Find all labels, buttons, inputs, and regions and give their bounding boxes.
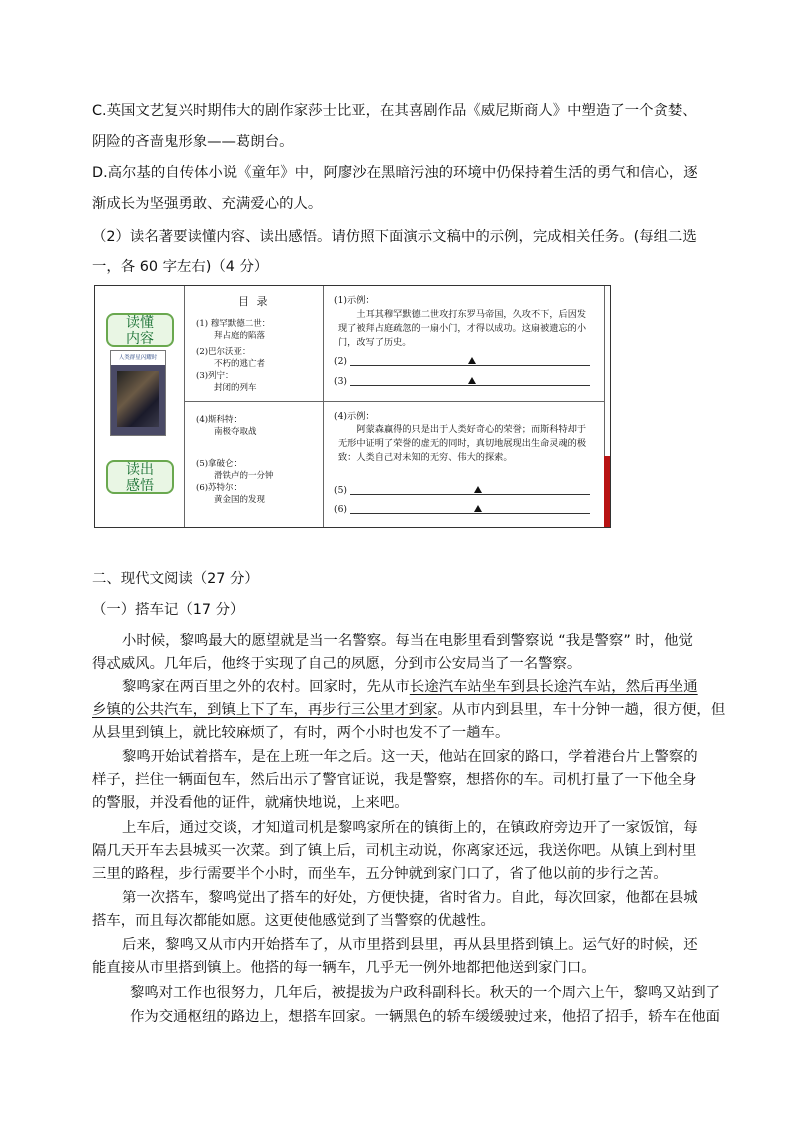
book-cover-photo	[117, 371, 159, 427]
article-line	[122, 677, 698, 697]
blank-label-3: (3)	[334, 376, 348, 387]
toc-title: 目 录	[238, 295, 270, 308]
pill-bottom-line1: 读出	[126, 462, 154, 478]
option-d-line2: 渐成长为坚强勇敢、充满爱心的人。	[92, 196, 323, 212]
example-bottom-text: 阿蒙森赢得的只是出于人类好奇心的荣誉；而斯科特却于无形中证明了荣誉的虚无的同时，真切地展现出生命灵魂的极致：人类自己对未知的无穷、伟大的探索。	[338, 424, 587, 463]
article-line: 第一次搭车，黎鸣觉出了搭车的好处，方便快捷，省时省力。自此，每次回家，他都在县城	[122, 890, 698, 906]
article-line: 得忒威风。几年后，他终于实现了自己的夙愿，分到市公安局当了一名警察。	[92, 656, 582, 672]
answer-blank-6	[350, 513, 590, 514]
question2-line2: 一，各 60 字左右)（4 分）	[92, 259, 269, 275]
toc-item-5: (5)拿破仑：	[196, 459, 243, 469]
toc-item-4-title: 南极夺取战	[214, 427, 257, 437]
slide-row-divider	[184, 401, 604, 402]
slide-red-bar	[604, 456, 610, 527]
toc-block-top	[196, 318, 270, 394]
underlined-sentence: 长途汽车站坐车到县长途汽车站，然后再坐通	[409, 679, 698, 695]
slide-divider-left	[184, 286, 185, 527]
toc-item-1: (1) 穆罕默德二世：	[196, 319, 271, 329]
article-line: 搭车，而且每次都能如愿。这更使他感觉到了当警察的优越性。	[92, 913, 495, 929]
article-line: 隔几天开车去县城买一次菜。到了镇上后，司机主动说，你离家还远，我送你吧。从镇上到村里	[92, 843, 697, 859]
option-c-line1: C.英国文艺复兴时期伟大的剧作家莎士比亚，在其喜剧作品《威尼斯商人》中塑造了一个贪婪、	[92, 103, 697, 119]
blank-label-6: (6)	[334, 504, 348, 515]
example-top-label: (1)示例：	[334, 295, 375, 306]
toc-item-5-title: 滑铁卢的一分钟	[214, 471, 274, 481]
article-line: 样子，拦住一辆面包车，然后出示了警官证说，我是警察，想搭你的车。司机打量了一下他全身	[92, 772, 697, 788]
blank-marker-5	[474, 486, 482, 493]
toc-item-3-title: 封闭的列车	[214, 383, 257, 393]
book-title: 人类群星闪耀时	[111, 351, 165, 365]
article-line: 从县里到镇上，就比较麻烦了，有时，两个小时也发不了一趟车。	[92, 725, 510, 741]
blank-label-2: (2)	[334, 356, 348, 367]
article-line	[92, 700, 725, 720]
article-title: （一）搭车记（17 分）	[92, 602, 245, 618]
blank-marker-3	[468, 377, 476, 384]
toc-item-6: (6)苏特尔：	[196, 483, 243, 493]
article-line: 小时候，黎鸣最大的愿望就是当一名警察。每当在电影里看到警察说 “我是警察” 时，他觉	[122, 633, 693, 649]
answer-blank-3	[350, 385, 590, 386]
book-cover-image	[110, 350, 166, 436]
option-c-line2: 阴险的吝啬鬼形象——葛朗台。	[92, 134, 294, 150]
question2-line1: （2）读名著要读懂内容、读出感悟。请仿照下面演示文稿中的示例，完成相关任务。(每组二选	[92, 229, 697, 245]
pill-top-line1: 读懂	[126, 315, 154, 331]
slide-divider-mid	[323, 286, 324, 527]
toc-item-2-title: 不朽的逃亡者	[214, 359, 266, 369]
section-heading: 二、现代文阅读（27 分）	[92, 571, 259, 587]
toc-block-bottom	[196, 414, 274, 506]
option-d-line1: D.高尔基的自传体小说《童年》中，阿廖沙在黑暗污浊的环境中仍保持着生活的勇气和信心，逐	[92, 165, 698, 181]
article-line: 后来，黎鸣又从市内开始搭车了，从市里搭到县里，再从县里搭到镇上。运气好的时候，还	[122, 937, 698, 953]
answer-blank-2	[350, 365, 590, 366]
answer-blank-5	[350, 494, 590, 495]
toc-item-2: (2)巴尔沃亚：	[196, 347, 251, 357]
toc-item-1-title: 拜占庭的陷落	[214, 331, 266, 341]
article-line: 黎鸣开始试着搭车，是在上班一年之后。这一天，他站在回家的路口，学着港台片上警察的	[122, 749, 698, 765]
pill-feel-insight	[106, 460, 174, 494]
pill-bottom-line2: 感悟	[126, 478, 154, 494]
article-line: 能直接从市里搭到镇上。他搭的每一辆车，几乎无一例外地都把他送到家门口。	[92, 960, 596, 976]
pill-understand-content	[106, 313, 174, 347]
article-text: 。从市内到县里，车十分钟一趟，很方便，但	[437, 702, 726, 718]
pill-top-line2: 内容	[126, 331, 154, 347]
article-line: 三里的路程，步行需要半个小时，而坐车，五分钟就到家门口了，省了他以前的步行之苦。	[92, 866, 668, 882]
blank-label-5: (5)	[334, 485, 348, 496]
blank-marker-6	[474, 505, 482, 512]
toc-item-3: (3)列宁：	[196, 371, 234, 381]
toc-item-6-title: 黄金国的发现	[214, 495, 266, 505]
article-line: 上车后，通过交谈，才知道司机是黎鸣家所在的镇街上的，在镇政府旁边开了一家饭馆，每	[122, 820, 698, 836]
article-line: 黎鸣对工作也很努力，几年后，被提拔为户政科副科长。秋天的一个周六上午，黎鸣又站到了	[130, 985, 721, 1001]
example-bottom-label: (4)示例：	[334, 411, 375, 422]
blank-marker-2	[468, 357, 476, 364]
example-top-text: 土耳其穆罕默德二世攻打东罗马帝国，久攻不下，后因发现了被拜占庭疏忽的一扇小门，才得以成功。这扇被遗忘的小门，改写了历史。	[338, 309, 587, 348]
toc-item-4: (4)斯科特：	[196, 415, 243, 425]
underlined-sentence: 乡镇的公共汽车，到镇上下了车，再步行三公里才到家	[92, 702, 438, 718]
article-text: 黎鸣家在两百里之外的农村。回家时，先从市	[122, 679, 410, 695]
article-line: 的警服，并没看他的证件，就痛快地说，上来吧。	[92, 795, 409, 811]
article-line: 作为交通枢纽的路边上，想搭车回家。一辆黑色的轿车缓缓驶过来，他招了招手，轿车在他面	[130, 1009, 721, 1025]
